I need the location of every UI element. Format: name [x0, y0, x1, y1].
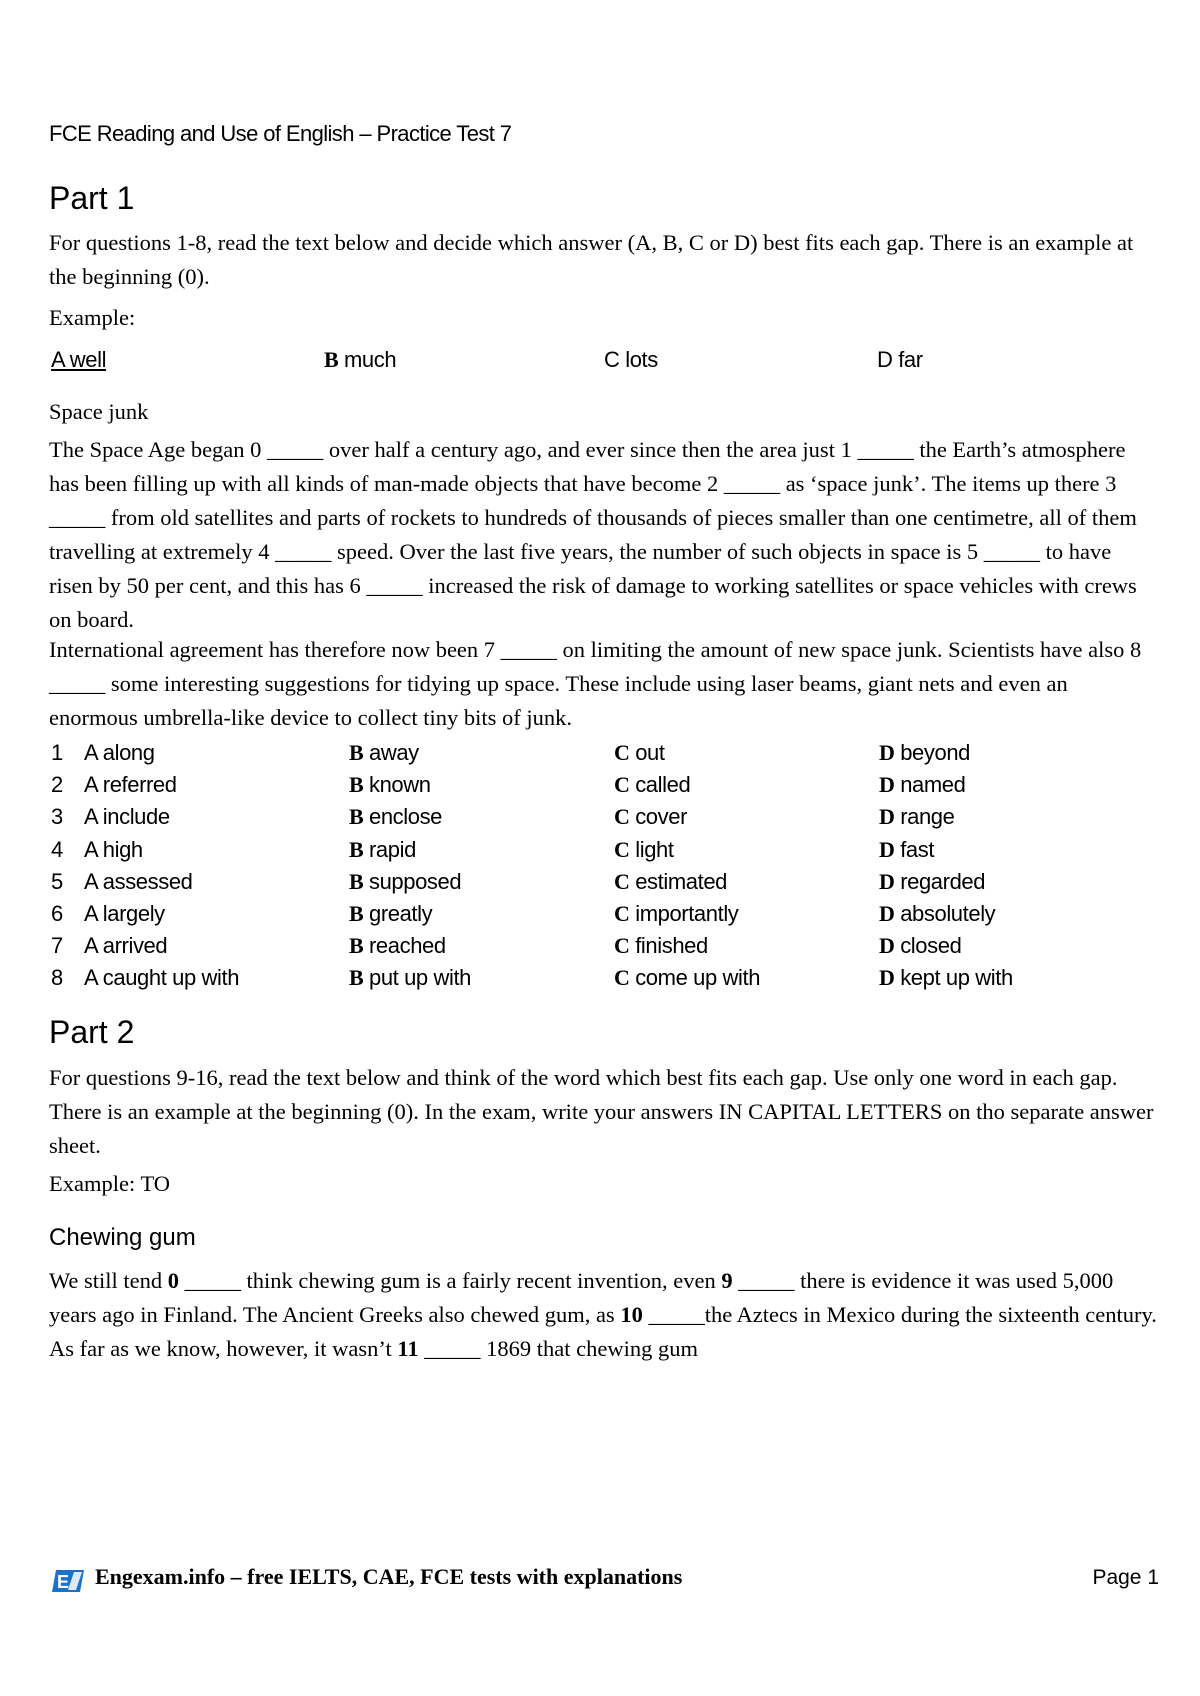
option-d: D named — [879, 772, 966, 798]
passage-title-space-junk: Space junk — [49, 399, 149, 424]
option-a: A caught up with — [84, 965, 240, 991]
option-a: A arrived — [84, 933, 168, 959]
option-c: C estimated — [614, 868, 727, 894]
option-a: A largely — [84, 901, 165, 926]
option-b: B supposed — [349, 868, 462, 894]
chewing-gum-passage: We still tend 0 _____ think chewing gum is a fairly recent invention, even 9 _____ there is evidence it was used 5,000 years ago in Finland. The Ancient Greeks also chewed gum, as 10 _____the Aztecs in Mexico during the sixteenth century. As far as we know, however, it wasn’t 11 _____ 1869 that chewing gum — [49, 1268, 1157, 1361]
option-row — [49, 772, 1159, 806]
option-row — [49, 965, 1159, 999]
option-row — [49, 740, 1159, 774]
engexam-logo-icon — [52, 1570, 84, 1592]
option-row — [49, 933, 1159, 967]
option-a: A referred — [84, 772, 177, 798]
page-footer — [49, 1564, 1159, 1598]
footer-site-link[interactable]: Engexam.info – free IELTS, CAE, FCE tests with explanations — [95, 1564, 683, 1589]
option-b: B greatly — [349, 901, 433, 926]
question-number: 6 — [51, 901, 63, 926]
option-a: A include — [84, 804, 170, 830]
option-d: D fast — [879, 836, 935, 862]
option-d: D closed — [879, 933, 962, 959]
option-row — [49, 901, 1159, 935]
option-row — [49, 804, 1159, 838]
option-c: C light — [614, 836, 674, 862]
question-number: 3 — [51, 804, 63, 830]
example-options — [49, 347, 1159, 381]
option-c: C cover — [614, 804, 688, 830]
question-number: 2 — [51, 772, 63, 798]
example-option-a: A well — [51, 347, 107, 372]
option-c: C importantly — [614, 901, 739, 926]
option-b: B reached — [349, 933, 446, 959]
part1-title: Part 1 — [49, 180, 135, 216]
page-header: FCE Reading and Use of English – Practice Test 7 — [49, 121, 512, 146]
question-number: 1 — [51, 740, 63, 765]
svg-text:E: E — [57, 1572, 70, 1592]
option-b: B enclose — [349, 804, 443, 830]
part2-example: Example: TO — [49, 1171, 171, 1196]
passage-paragraph-2: International agreement has therefore now been 7 _____ on limiting the amount of new space junk. Scientists have also 8 _____ some interesting suggestions for tidying up space. These include using laser beams, giant nets and even an enormous umbrella-like device to collect tiny bits of junk. — [49, 637, 1142, 730]
passage-paragraph-1: The Space Age began 0 _____ over half a century ago, and ever since then the area just 1 _____ the Earth’s atmosphere has been filling up with all kinds of man-made objects that have become 2 _____ as ‘space junk’. The items up there 3 _____ from old satellites and parts of rockets to hundreds of thousands of pieces smaller than one centimetre, all of them travelling at extremely 4 _____ speed. Over the last five years, the number of such objects in space is 5 _____ to have risen by 50 per cent, and this has 6 _____ increased the risk of damage to working satellites or space vehicles with crews on board. — [49, 437, 1137, 632]
option-c: C come up with — [614, 965, 761, 991]
part1-instructions: For questions 1-8, read the text below and decide which answer (A, B, C or D) best fits each gap. There is an example at the beginning (0). — [49, 230, 1134, 289]
passage-title-chewing-gum: Chewing gum — [49, 1224, 196, 1251]
example-option-c: C lots — [604, 347, 658, 372]
option-d: D beyond — [879, 740, 970, 765]
option-b: B away — [349, 740, 419, 765]
part2-instructions: For questions 9-16, read the text below and think of the word which best fits each gap. Use only one word in each gap. There is an example at the beginning (0). In the exam, write your answers IN CAPITAL LETTERS on tho separate answer sheet. — [49, 1065, 1154, 1158]
option-d: D range — [879, 804, 955, 830]
example-label: Example: — [49, 305, 136, 330]
document-page — [49, 0, 1159, 1696]
option-d: D absolutely — [879, 901, 996, 926]
option-a: A along — [84, 740, 155, 765]
question-number: 5 — [51, 868, 63, 894]
question-number: 7 — [51, 933, 63, 959]
option-a: A high — [84, 836, 143, 862]
example-option-d: D far — [877, 347, 923, 372]
option-b: B put up with — [349, 965, 471, 991]
option-b: B rapid — [349, 836, 416, 862]
option-d: D kept up with — [879, 965, 1013, 991]
option-row — [49, 837, 1159, 871]
example-option-b: B much — [324, 347, 397, 372]
option-b: B known — [349, 772, 431, 798]
part2-title: Part 2 — [49, 1014, 135, 1050]
option-c: C out — [614, 740, 665, 765]
question-number: 4 — [51, 836, 63, 862]
option-row — [49, 869, 1159, 903]
option-a: A assessed — [84, 868, 193, 894]
option-c: C finished — [614, 933, 708, 959]
option-c: C called — [614, 772, 691, 798]
question-number: 8 — [51, 965, 63, 991]
page-number: Page 1 — [1092, 1566, 1159, 1589]
option-d: D regarded — [879, 868, 986, 894]
